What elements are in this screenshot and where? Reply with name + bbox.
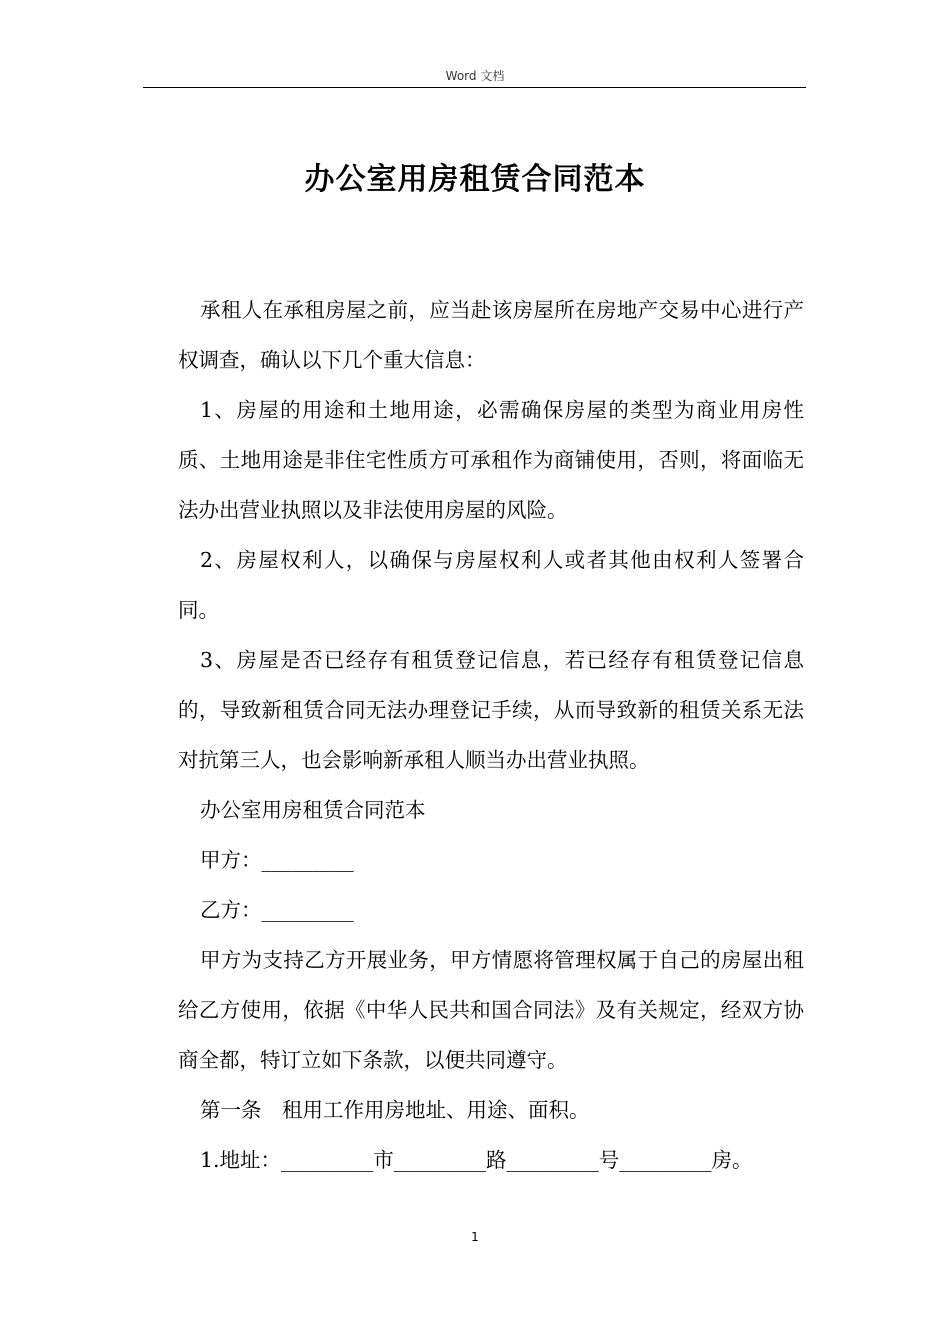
document-body	[178, 285, 804, 1185]
document-header-label: Word 文档	[445, 69, 505, 83]
page-number: 1	[471, 1230, 479, 1244]
paragraph-party-a: 甲方：_________	[200, 848, 354, 872]
header-divider	[143, 87, 806, 88]
paragraph-address: 1.地址：_________市_________路_________号_________房。	[200, 1148, 753, 1172]
paragraph-party-b: 乙方：_________	[200, 898, 354, 922]
paragraph-item-3: 3、房屋是否已经存有租赁登记信息，若已经存有租赁登记信息的，导致新租赁合同无法办理登记手续，从而导致新的租赁关系无法对抗第三人，也会影响新承租人顺当办出营业执照。	[178, 648, 804, 772]
paragraph-intro: 承租人在承租房屋之前，应当赴该房屋所在房地产交易中心进行产权调查，确认以下几个重大信息：	[178, 298, 804, 372]
paragraph-preamble: 甲方为支持乙方开展业务，甲方情愿将管理权属于自己的房屋出租给乙方使用，依据《中华人民共和国合同法》及有关规定，经双方协商全都，特订立如下条款，以便共同遵守。	[178, 948, 804, 1072]
paragraph-subtitle: 办公室用房租赁合同范本	[200, 798, 426, 822]
document-title: 办公室用房租赁合同范本	[304, 162, 646, 197]
paragraph-item-2: 2、房屋权利人，以确保与房屋权利人或者其他由权利人签署合同。	[178, 548, 804, 622]
paragraph-article-1: 第一条 租用工作用房地址、用途、面积。	[200, 1098, 590, 1122]
paragraph-item-1: 1、房屋的用途和土地用途，必需确保房屋的类型为商业用房性质、土地用途是非住宅性质方可承租作为商铺使用，否则，将面临无法办出营业执照以及非法使用房屋的风险。	[178, 398, 804, 522]
